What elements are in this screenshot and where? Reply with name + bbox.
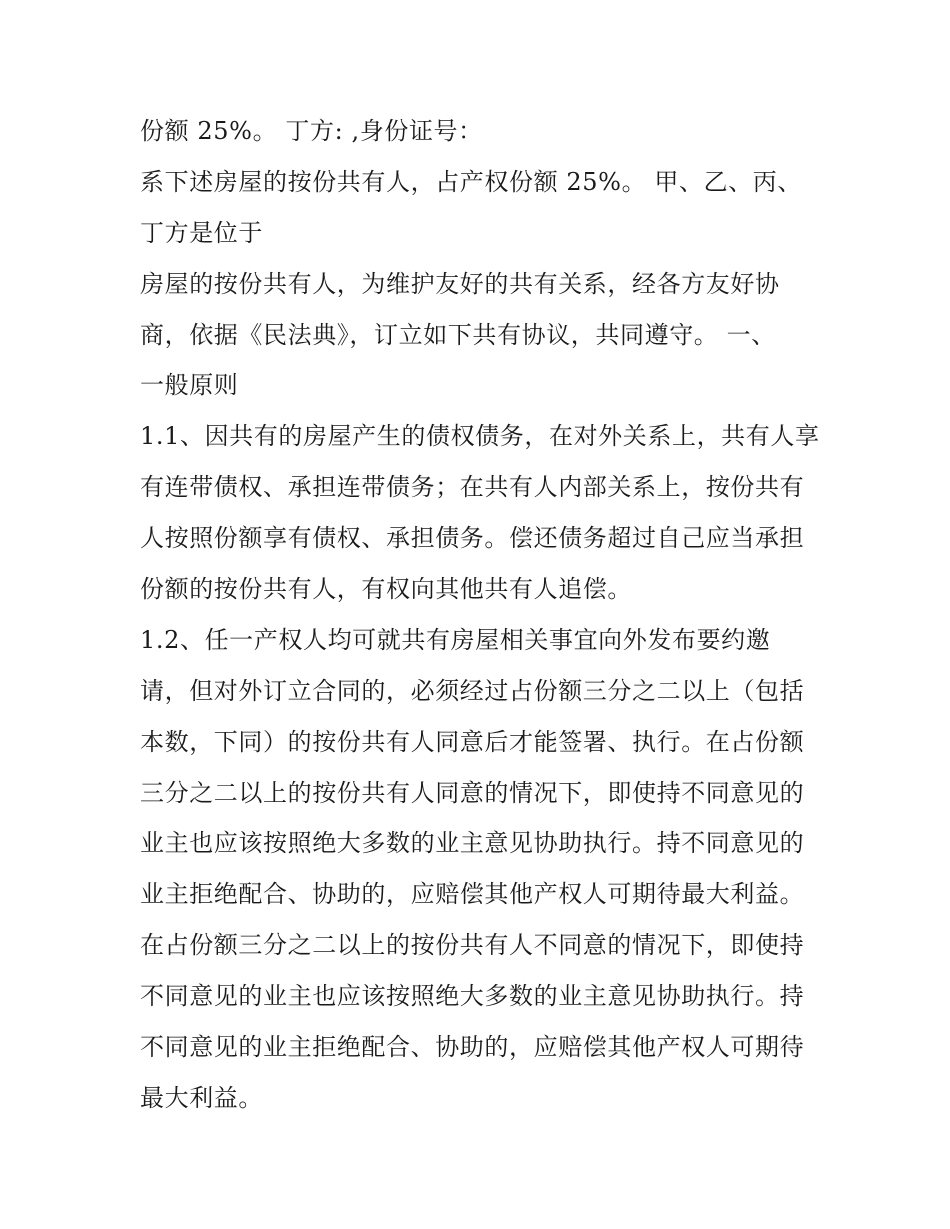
section-heading: 一般原则	[140, 371, 239, 400]
text-line: 有连带债权、承担连带债务；在共有人内部关系上，按份共有	[140, 473, 805, 502]
text-line: 不同意见的业主拒绝配合、协助的，应赔偿其他产权人可期待	[140, 1033, 805, 1062]
text-line: 系下述房屋的按份共有人，占产权份额 25%。 甲、乙、丙、	[140, 167, 802, 196]
text-line: 最大利益。	[140, 1083, 263, 1112]
text-line: 1.1、因共有的房屋产生的债权债务，在对外关系上，共有人享	[140, 422, 820, 451]
text-line: 房屋的按份共有人，为维护友好的共有关系，经各方友好协	[140, 269, 780, 298]
text-line: 在占份额三分之二以上的按份共有人不同意的情况下，即使持	[140, 931, 805, 960]
text-line: 业主拒绝配合、协助的，应赔偿其他产权人可期待最大利益。	[140, 880, 805, 909]
text-line: 1.2、任一产权人均可就共有房屋相关事宜向外发布要约邀	[140, 625, 771, 654]
text-line: 请，但对外订立合同的，必须经过占份额三分之二以上（包括	[140, 676, 805, 705]
text-line: 业主也应该按照绝大多数的业主意见协助执行。持不同意见的	[140, 829, 805, 858]
text-line: 不同意见的业主也应该按照绝大多数的业主意见协助执行。持	[140, 982, 805, 1011]
text-line: 份额 25%。 丁方: ,身份证号：	[140, 117, 483, 145]
text-line: 商，依据《民法典》，订立如下共有协议，共同遵守。 一、	[140, 320, 776, 349]
text-line: 份额的按份共有人，有权向其他共有人追偿。	[140, 575, 632, 604]
text-line: 三分之二以上的按份共有人同意的情况下，即使持不同意见的	[140, 778, 805, 807]
document-body	[140, 106, 820, 1124]
text-line: 丁方是位于	[140, 218, 263, 247]
text-line: 本数，下同）的按份共有人同意后才能签署、执行。在占份额	[140, 727, 805, 756]
text-line: 人按照份额享有债权、承担债务。偿还债务超过自己应当承担	[140, 524, 805, 553]
